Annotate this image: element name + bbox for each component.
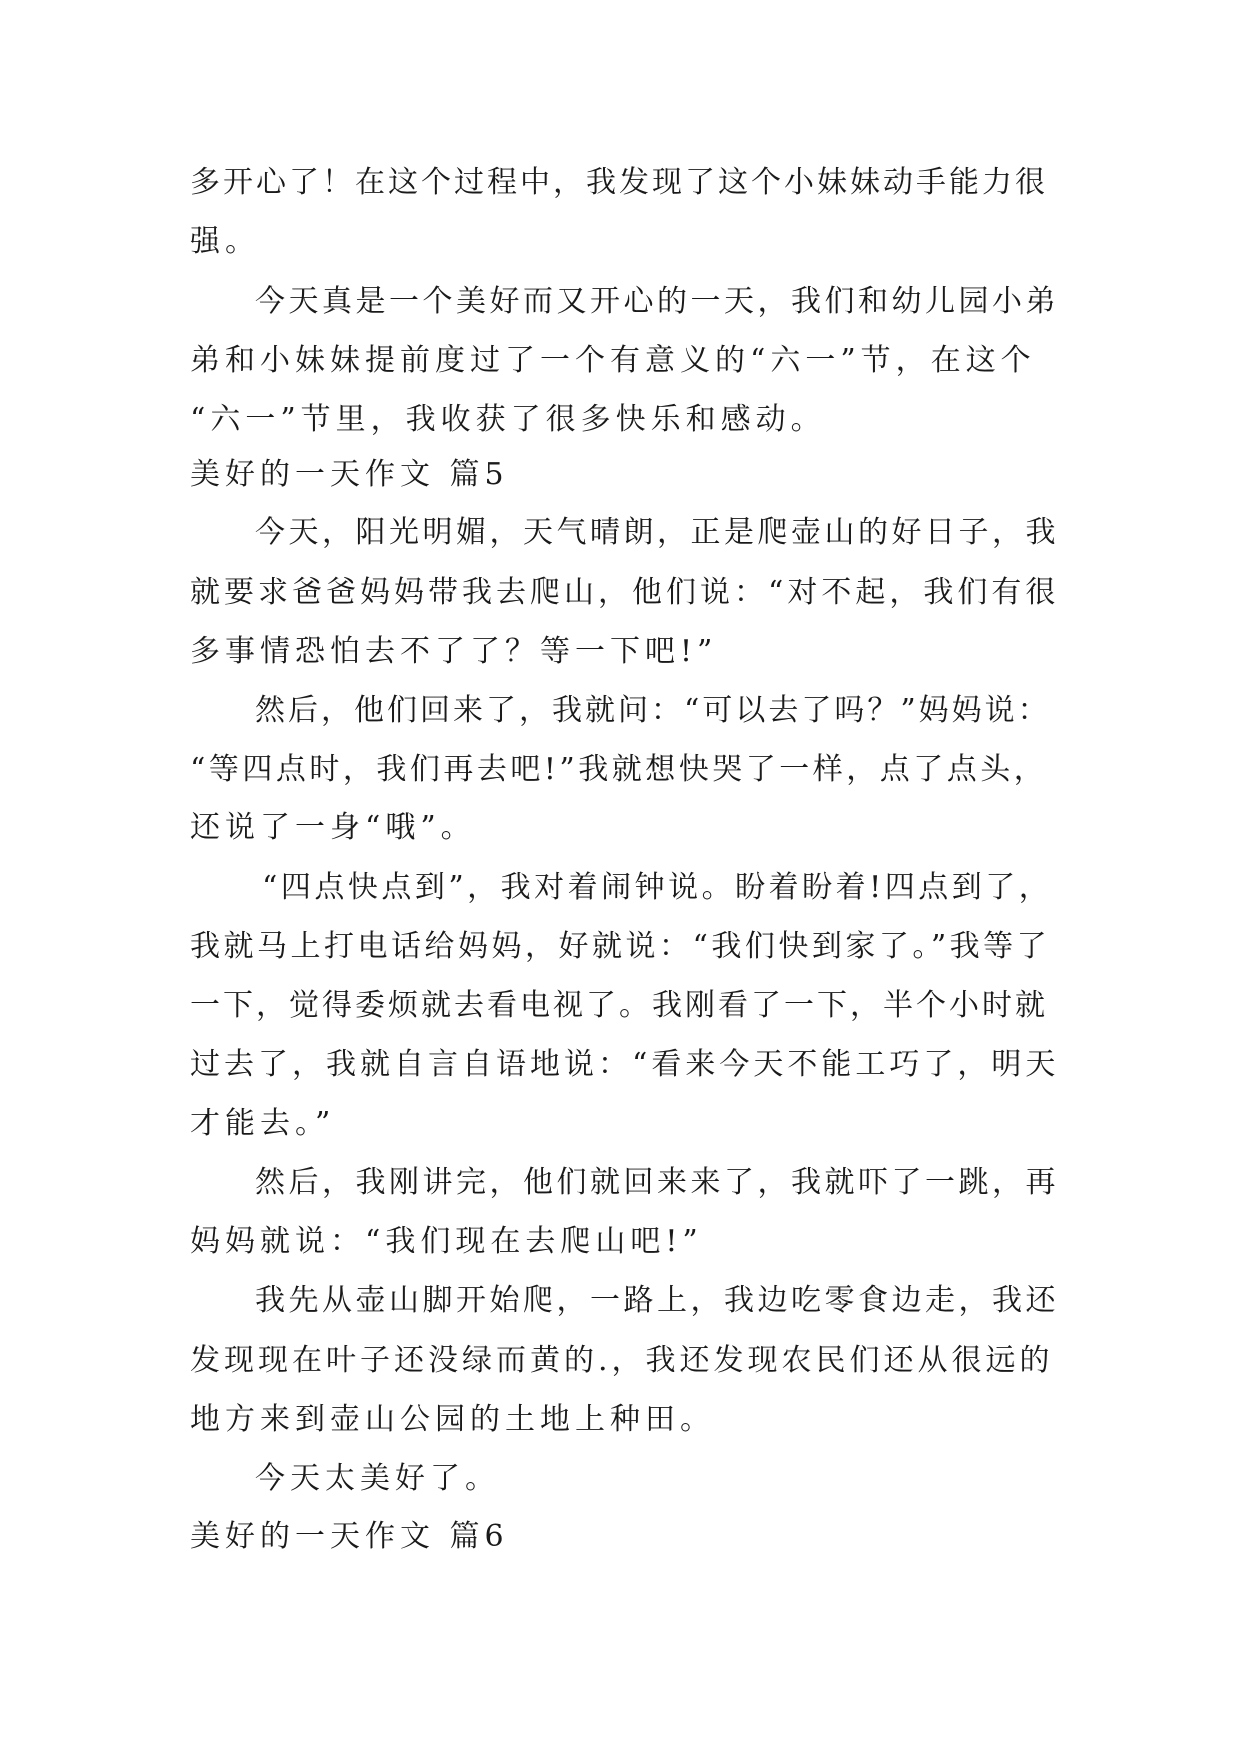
text-line: “六一”节里，我收获了很多快乐和感动。 bbox=[190, 402, 826, 437]
paragraph-first-line: 我先从壶山脚开始爬，一路上，我边吃零食边走，我还 bbox=[255, 1283, 1059, 1318]
text-line: 妈妈就说：“我们现在去爬山吧!” bbox=[190, 1224, 703, 1259]
text-line: 弟和小妹妹提前度过了一个有意义的“六一”节，在这个 bbox=[190, 343, 1036, 378]
text-line: 就要求爸爸妈妈带我去爬山，他们说：“对不起，我们有很 bbox=[190, 575, 1060, 610]
text-line: 才能去。” bbox=[190, 1106, 336, 1141]
paragraph-first-line: 然后，他们回来了，我就问：“可以去了吗？”妈妈说： bbox=[255, 693, 1051, 728]
text-line: 多开心了！在这个过程中，我发现了这个小妹妹动手能力很 bbox=[190, 165, 1048, 200]
section-heading: 美好的一天作文 篇6 bbox=[190, 1519, 509, 1554]
text-line: 我就马上打电话给妈妈，好就说：“我们快到家了。”我等了 bbox=[190, 929, 1051, 964]
paragraph-first-line: “四点快点到”，我对着闹钟说。盼着盼着!四点到了， bbox=[262, 870, 1053, 905]
text-line: 过去了，我就自言自语地说：“看来今天不能工巧了，明天 bbox=[190, 1047, 1060, 1082]
text-line: 强。 bbox=[190, 224, 260, 259]
text-line: 发现现在叶子还没绿而黄的.，我还发现农民们还从很远的 bbox=[190, 1343, 1054, 1378]
text-line: “等四点时，我们再去吧!”我就想快哭了一样，点了点头， bbox=[190, 752, 1048, 787]
paragraph-first-line: 今天，阳光明媚，天气晴朗，正是爬壶山的好日子，我 bbox=[255, 515, 1059, 550]
text-line: 一下，觉得委烦就去看电视了。我刚看了一下，半个小时就 bbox=[190, 988, 1048, 1023]
section-heading: 美好的一天作文 篇5 bbox=[190, 457, 509, 492]
text-line: 还说了一身“哦”。 bbox=[190, 810, 476, 845]
paragraph-first-line: 然后，我刚讲完，他们就回来来了，我就吓了一跳，再 bbox=[255, 1165, 1059, 1200]
paragraph-first-line: 今天真是一个美好而又开心的一天，我们和幼儿园小弟 bbox=[255, 284, 1059, 319]
text-line: 多事情恐怕去不了了？等一下吧!” bbox=[190, 634, 718, 669]
text-line: 地方来到壶山公园的土地上种田。 bbox=[190, 1402, 715, 1437]
paragraph-first-line: 今天太美好了。 bbox=[255, 1461, 500, 1496]
